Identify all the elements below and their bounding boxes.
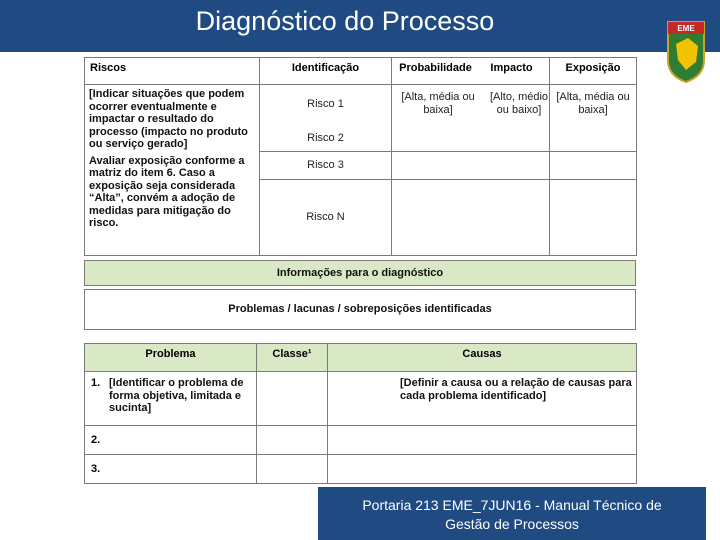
header-impacto: Impacto xyxy=(490,62,533,74)
footer-reference xyxy=(318,487,706,540)
eme-emblem-icon xyxy=(666,20,706,84)
header-riscos: Riscos xyxy=(85,58,260,85)
header-problema: Problema xyxy=(85,344,257,372)
prob-impacto-cell xyxy=(392,85,550,256)
risk-table xyxy=(84,57,637,256)
causas-cell xyxy=(328,372,637,426)
problema-text: [Identificar o problema de forma objetiva, limitada e sucinta] xyxy=(109,377,244,414)
classe-cell xyxy=(257,426,328,455)
risk-label-1: Risco 1 xyxy=(307,98,344,110)
problems-band: Problemas / lacunas / sobreposições identificadas xyxy=(84,289,636,330)
classe-cell xyxy=(257,455,328,484)
exposicao-cell xyxy=(550,85,637,256)
classe-cell xyxy=(257,372,328,426)
table-row xyxy=(85,426,637,455)
riscos-instruction-1: [Indicar situações que podem ocorrer eventualmente e impactar o resultado do processo (impacto no produto ou serviço gerado] xyxy=(89,88,248,150)
problem-table xyxy=(84,343,637,484)
emblem-label: EME xyxy=(677,24,695,33)
row-number: 1. xyxy=(91,377,101,389)
info-band: Informações para o diagnóstico xyxy=(84,260,636,286)
causas-cell xyxy=(328,455,637,484)
risk-label-2: Risco 2 xyxy=(307,132,344,144)
table-row xyxy=(85,372,637,426)
risk-label-n: Risco N xyxy=(306,211,345,223)
problema-cell xyxy=(85,455,257,484)
header-exposicao: Exposição xyxy=(550,58,637,85)
risk-label-3: Risco 3 xyxy=(307,159,344,171)
page-title: Diagnóstico do Processo xyxy=(195,6,495,36)
header-probabilidade: Probabilidade xyxy=(399,62,472,74)
exposicao-hint: [Alta, média ou baixa] xyxy=(556,91,630,116)
row-number: 2. xyxy=(91,434,101,446)
impacto-hint: [Alto, médio ou baixo] xyxy=(489,91,549,116)
row-number: 3. xyxy=(91,463,101,475)
identificacao-cell xyxy=(260,85,392,256)
footer-line-1: Portaria 213 EME_7JUN16 - Manual Técnico de xyxy=(362,497,662,513)
header-identificacao: Identificação xyxy=(260,58,392,85)
header-prob-impacto xyxy=(392,58,550,85)
riscos-description-cell xyxy=(85,85,260,256)
problema-cell xyxy=(85,426,257,455)
header-causas: Causas xyxy=(328,344,637,372)
causas-cell xyxy=(328,426,637,455)
riscos-instruction-2: Avaliar exposição conforme a matriz do item 6. Caso a exposição seja considerada “Alta”, convém a adoção de medidas para mitigação do risco. xyxy=(89,154,245,229)
causas-text: [Definir a causa ou a relação de causas para cada problema identificado] xyxy=(400,377,632,402)
probabilidade-hint: [Alta, média ou baixa] xyxy=(401,91,475,116)
problema-cell xyxy=(85,372,257,426)
table-row xyxy=(85,455,637,484)
footer-line-2: Gestão de Processos xyxy=(445,516,579,532)
header-classe: Classe¹ xyxy=(257,344,328,372)
